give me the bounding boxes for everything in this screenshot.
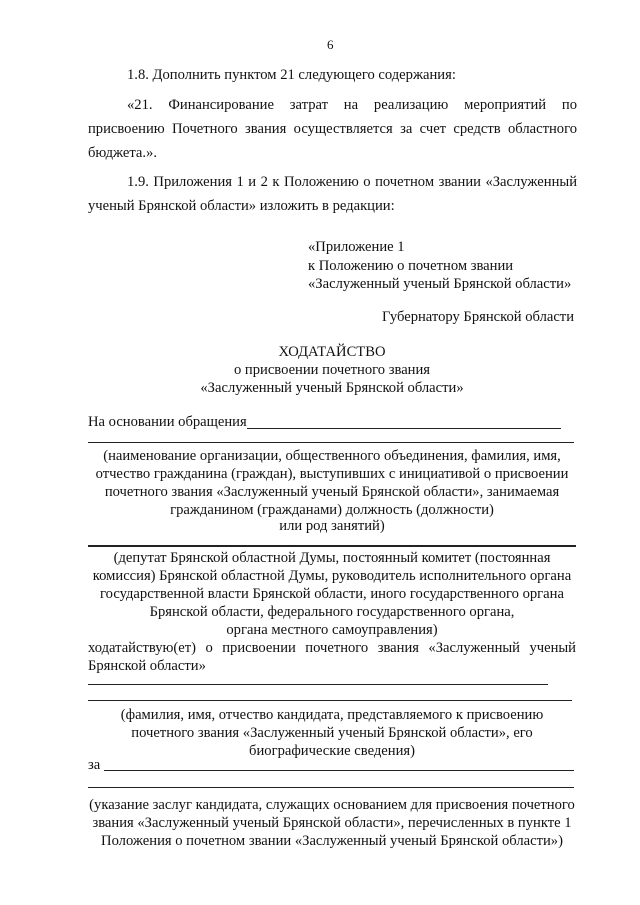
petition-line-2: Брянской области» bbox=[88, 658, 206, 674]
document-subtitle-1: о присвоении почетного звания bbox=[233, 362, 431, 378]
note-official-3: государственной власти Брянской области, иного государственного органа bbox=[100, 586, 564, 602]
page-number: 6 bbox=[327, 37, 334, 52]
note-initiator-3: почетного звания «Заслуженный ученый Брянской области», занимаемая bbox=[104, 484, 560, 500]
initiator-fill-line bbox=[88, 442, 574, 443]
paragraph-21-line-1: «21. Финансирование затрат на реализацию мероприятий по bbox=[127, 97, 577, 113]
candidate-fill-line-2 bbox=[88, 700, 572, 701]
appendix-line-3: «Заслуженный ученый Брянской области» bbox=[308, 276, 572, 292]
note-candidate-2: почетного звания «Заслуженный ученый Брянской области», его bbox=[131, 725, 533, 741]
candidate-fill-line-1 bbox=[88, 684, 548, 685]
basis-fill-line bbox=[247, 428, 561, 429]
note-initiator-5: или род занятий) bbox=[279, 518, 385, 534]
note-initiator-2: отчество гражданина (граждан), выступивших с инициативой о присвоении bbox=[95, 466, 569, 482]
note-initiator-1: (наименование организации, общественного объединения, фамилия, имя, bbox=[103, 448, 561, 464]
paragraph-1-9-line-2: ученый Брянской области» изложить в редакции: bbox=[88, 198, 395, 214]
paragraph-1-9-line-1: 1.9. Приложения 1 и 2 к Положению о почетном звании «Заслуженный bbox=[127, 174, 577, 190]
addressee: Губернатору Брянской области bbox=[382, 309, 574, 325]
note-official-4: Брянской области, федерального государственного органа, bbox=[149, 604, 515, 620]
note-official-1: (депутат Брянской областной Думы, постоянный комитет (постоянная bbox=[113, 550, 551, 566]
note-official-2: комиссия) Брянской областной Думы, руководитель исполнительного органа bbox=[92, 568, 572, 584]
note-merits-2: звания «Заслуженный ученый Брянской области», перечисленных в пункте 1 bbox=[92, 815, 572, 831]
note-merits-1: (указание заслуг кандидата, служащих основанием для присвоения почетного bbox=[89, 797, 575, 813]
for-label: за bbox=[88, 757, 101, 773]
paragraph-21-line-2: присвоению Почетного звания осуществляется за счет средств областного bbox=[88, 121, 577, 137]
paragraph-1-8: 1.8. Дополнить пунктом 21 следующего содержания: bbox=[127, 67, 456, 83]
note-initiator-4: гражданином (гражданами) должность (должности) bbox=[170, 502, 494, 518]
basis-label: На основании обращения bbox=[88, 414, 247, 430]
appendix-line-1: «Приложение 1 bbox=[308, 239, 405, 255]
official-fill-line bbox=[88, 545, 576, 547]
merits-fill-line-2 bbox=[88, 787, 574, 788]
appendix-line-2: к Положению о почетном звании bbox=[308, 258, 514, 274]
petition-line-1: ходатайствую(ет) о присвоении почетного звания «Заслуженный ученый bbox=[88, 640, 576, 656]
document-title: ХОДАТАЙСТВО bbox=[278, 344, 386, 360]
document-subtitle-2: «Заслуженный ученый Брянской области» bbox=[200, 380, 464, 396]
note-candidate-3: биографические сведения) bbox=[249, 743, 415, 759]
note-official-5: органа местного самоуправления) bbox=[226, 622, 438, 638]
note-merits-3: Положения о почетном звании «Заслуженный ученый Брянской области») bbox=[101, 833, 563, 849]
note-candidate-1: (фамилия, имя, отчество кандидата, представляемого к присвоению bbox=[120, 707, 544, 723]
paragraph-21-line-3: бюджета.». bbox=[88, 145, 158, 161]
merits-fill-line-1 bbox=[104, 770, 574, 771]
